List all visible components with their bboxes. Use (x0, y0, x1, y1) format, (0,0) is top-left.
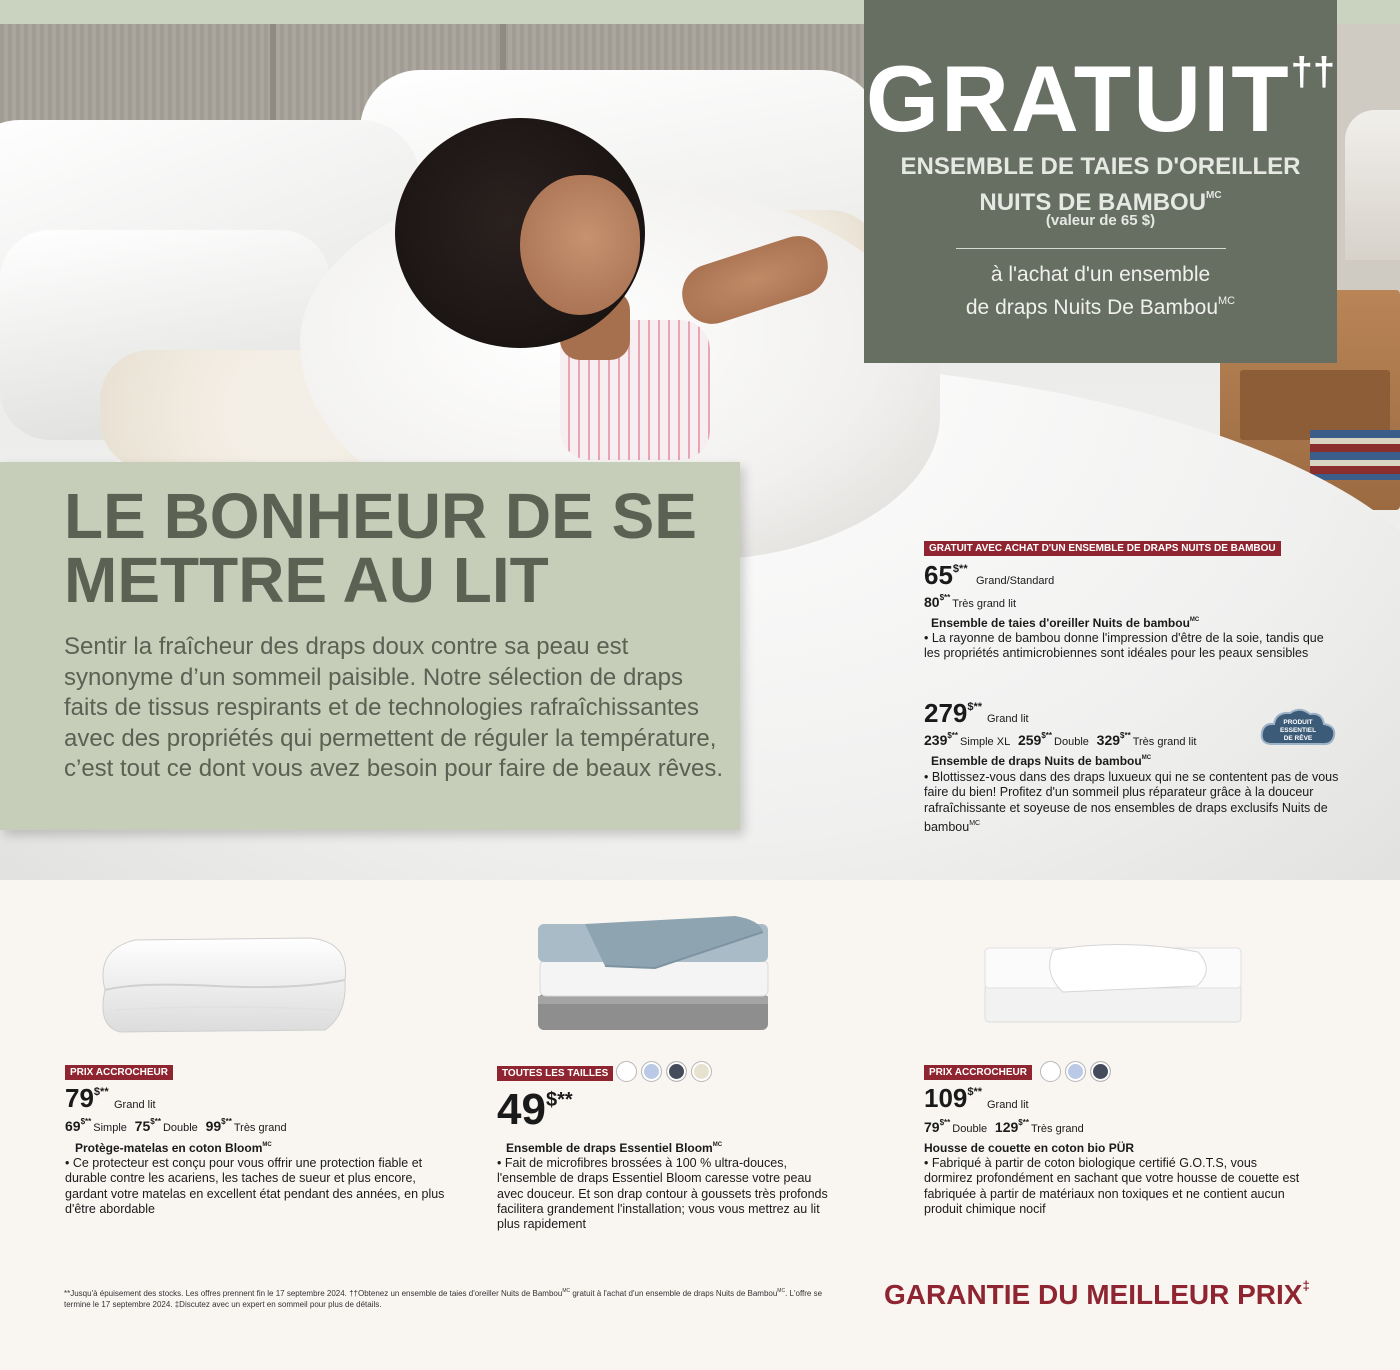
product-tag: TOUTES LES TAILLES (497, 1066, 613, 1081)
product-price: 49$** (497, 1085, 573, 1134)
badge-line: PRODUIT (1283, 719, 1313, 726)
color-swatch-white[interactable] (1040, 1061, 1061, 1082)
sheets-description: • Blottissez-vous dans des draps luxueux qui ne se contentent pas de vous faire du bien! Profitez d'un sommeil plus réparateur grâce à la douceur rafraîchissante et soyeuse de nos ensembles de draps exclusifs Nuits de bambou$^{MC}$ (924, 770, 1339, 834)
pillowcase-description: • La rayonne de bambou donne l'impression d'être de la soie, tandis que les propriétés antimicrobiennes sont idéales pour les peaux sensibles (924, 631, 1324, 661)
books (1310, 430, 1400, 480)
free-offer-panel (864, 0, 1337, 363)
product-name: Ensemble de draps Essentiel Bloom$^{MC}$ (506, 1141, 723, 1155)
legal-footnote: **Jusqu'à épuisement des stocks. Les offres prennent fin le 17 septembre 2024. ††Obtenez un ensemble de taies d'oreiller Nuits de Bambou$^{MC}$ gratuit à l'achat d'un ensemble de draps Nuits de Bambou$^{MC}$. L'offre se termine le 17 septembre 2024. ‡Discutez avec un expert en sommeil pour plus de détails. (64, 1288, 823, 1309)
product-price-label: Grand lit (987, 1099, 1029, 1111)
headline-panel (0, 462, 740, 830)
color-swatch-blue[interactable] (641, 1061, 662, 1082)
mattress-protector-image (95, 930, 350, 1040)
free-offer-value: (valeur de 65 $) (1045, 212, 1156, 229)
product-description: • Ce protecteur est conçu pour vous offrir une protection fiable et durable contre les acariens, les taches de sueur et plus encore, gardant votre matelas en excellent état pendant des années, en plus d'être abordable (65, 1156, 445, 1216)
product-price: 79$** (65, 1083, 109, 1113)
duvet-cover-image (983, 938, 1243, 1026)
product-size-prices: 79$**Double 129$**Très grand (924, 1118, 1084, 1135)
sheet-set-image (535, 912, 771, 1034)
lamp (1345, 110, 1400, 260)
free-offer-product: ENSEMBLE DE TAIES D'OREILLER NUITS DE $BAMBOU^{MC}$ (900, 153, 1301, 216)
pillowcase-alt-price: 80$**Très grand lit (924, 593, 1017, 610)
product-name: Protège-matelas en coton Bloom$^{MC}$ (75, 1141, 272, 1155)
product-name: Housse de couette en coton bio PÜR (924, 1141, 1135, 1155)
product-price-label: Grand lit (114, 1099, 156, 1111)
color-swatch-navy[interactable] (1090, 1061, 1111, 1082)
cloud-icon (1258, 704, 1338, 752)
headline-text: Sentir la fraîcheur des draps doux contre sa peau est synonyme d’un sommeil paisible. Notre sélection de draps faits de tissus respirants et de technologies rafraîchissantes avec des propriétés qui permettent de réguler la température, c’est tout ce dont vous avez besoin pour faire de beaux rêves. (64, 633, 724, 783)
color-swatch-navy[interactable] (666, 1061, 687, 1082)
badge-line: DE RÊVE (1283, 735, 1313, 742)
free-offer-title: GRATUIT†† (865, 46, 1336, 151)
color-swatch-blue[interactable] (1065, 1061, 1086, 1082)
sheets-name: Ensemble de draps Nuits de bambou$^{MC}$ (931, 754, 1152, 768)
pillowcase-name: Ensemble de taies d'oreiller Nuits de bambou$^{MC}$ (931, 616, 1200, 630)
divider (956, 248, 1226, 249)
product-price: 109$** (924, 1083, 983, 1113)
sheets-price: 279$** (924, 698, 983, 728)
dream-essential-badge (1258, 704, 1338, 752)
product-tag: PRIX ACCROCHEUR (924, 1065, 1032, 1080)
pillowcase-price-label: Grand/Standard (976, 575, 1055, 587)
product-description: • Fait de microfibres brossées à 100 % ultra-douces, l'ensemble de draps Essentiel Bloom caresse votre peau avec douceur. Et son drap contour à goussets très profonds facilitera grandement l'installation; vous vous mettrez au lit plus rapidement (497, 1156, 828, 1232)
product-tag: PRIX ACCROCHEUR (65, 1065, 173, 1080)
product-size-prices: 69$**Simple 75$**Double 99$**Très grand (65, 1117, 287, 1134)
best-price-guarantee: GARANTIE DU MEILLEUR PRIX‡ (884, 1278, 1310, 1310)
face (520, 175, 640, 315)
product-description: • Fabriqué à partir de coton biologique certifié G.O.T.S, vous dormirez profondément en sachant que votre housse de couette est fabriquée à partir de matériaux non toxiques et ne contient aucun produit chimique nocif (924, 1156, 1300, 1216)
color-swatch-beige[interactable] (691, 1061, 712, 1082)
free-with-purchase-tag: GRATUIT AVEC ACHAT D'UN ENSEMBLE DE DRAPS NUITS DE BAMBOU (924, 541, 1281, 556)
badge-line: ESSENTIEL (1279, 727, 1317, 734)
headline-title: LE BONHEUR DE SE METTRE AU LIT (64, 480, 697, 616)
sheets-price-label: Grand lit (987, 713, 1029, 725)
free-offer-condition: à l'achat d'un ensemble de draps Nuits De Bambou$^{MC}$ (965, 263, 1236, 319)
pillowcase-price: 65$** (924, 560, 968, 590)
color-swatch-white[interactable] (616, 1061, 637, 1082)
sheets-size-prices: 239$**Simple XL 259$**Double 329$**Très grand lit (924, 731, 1197, 748)
